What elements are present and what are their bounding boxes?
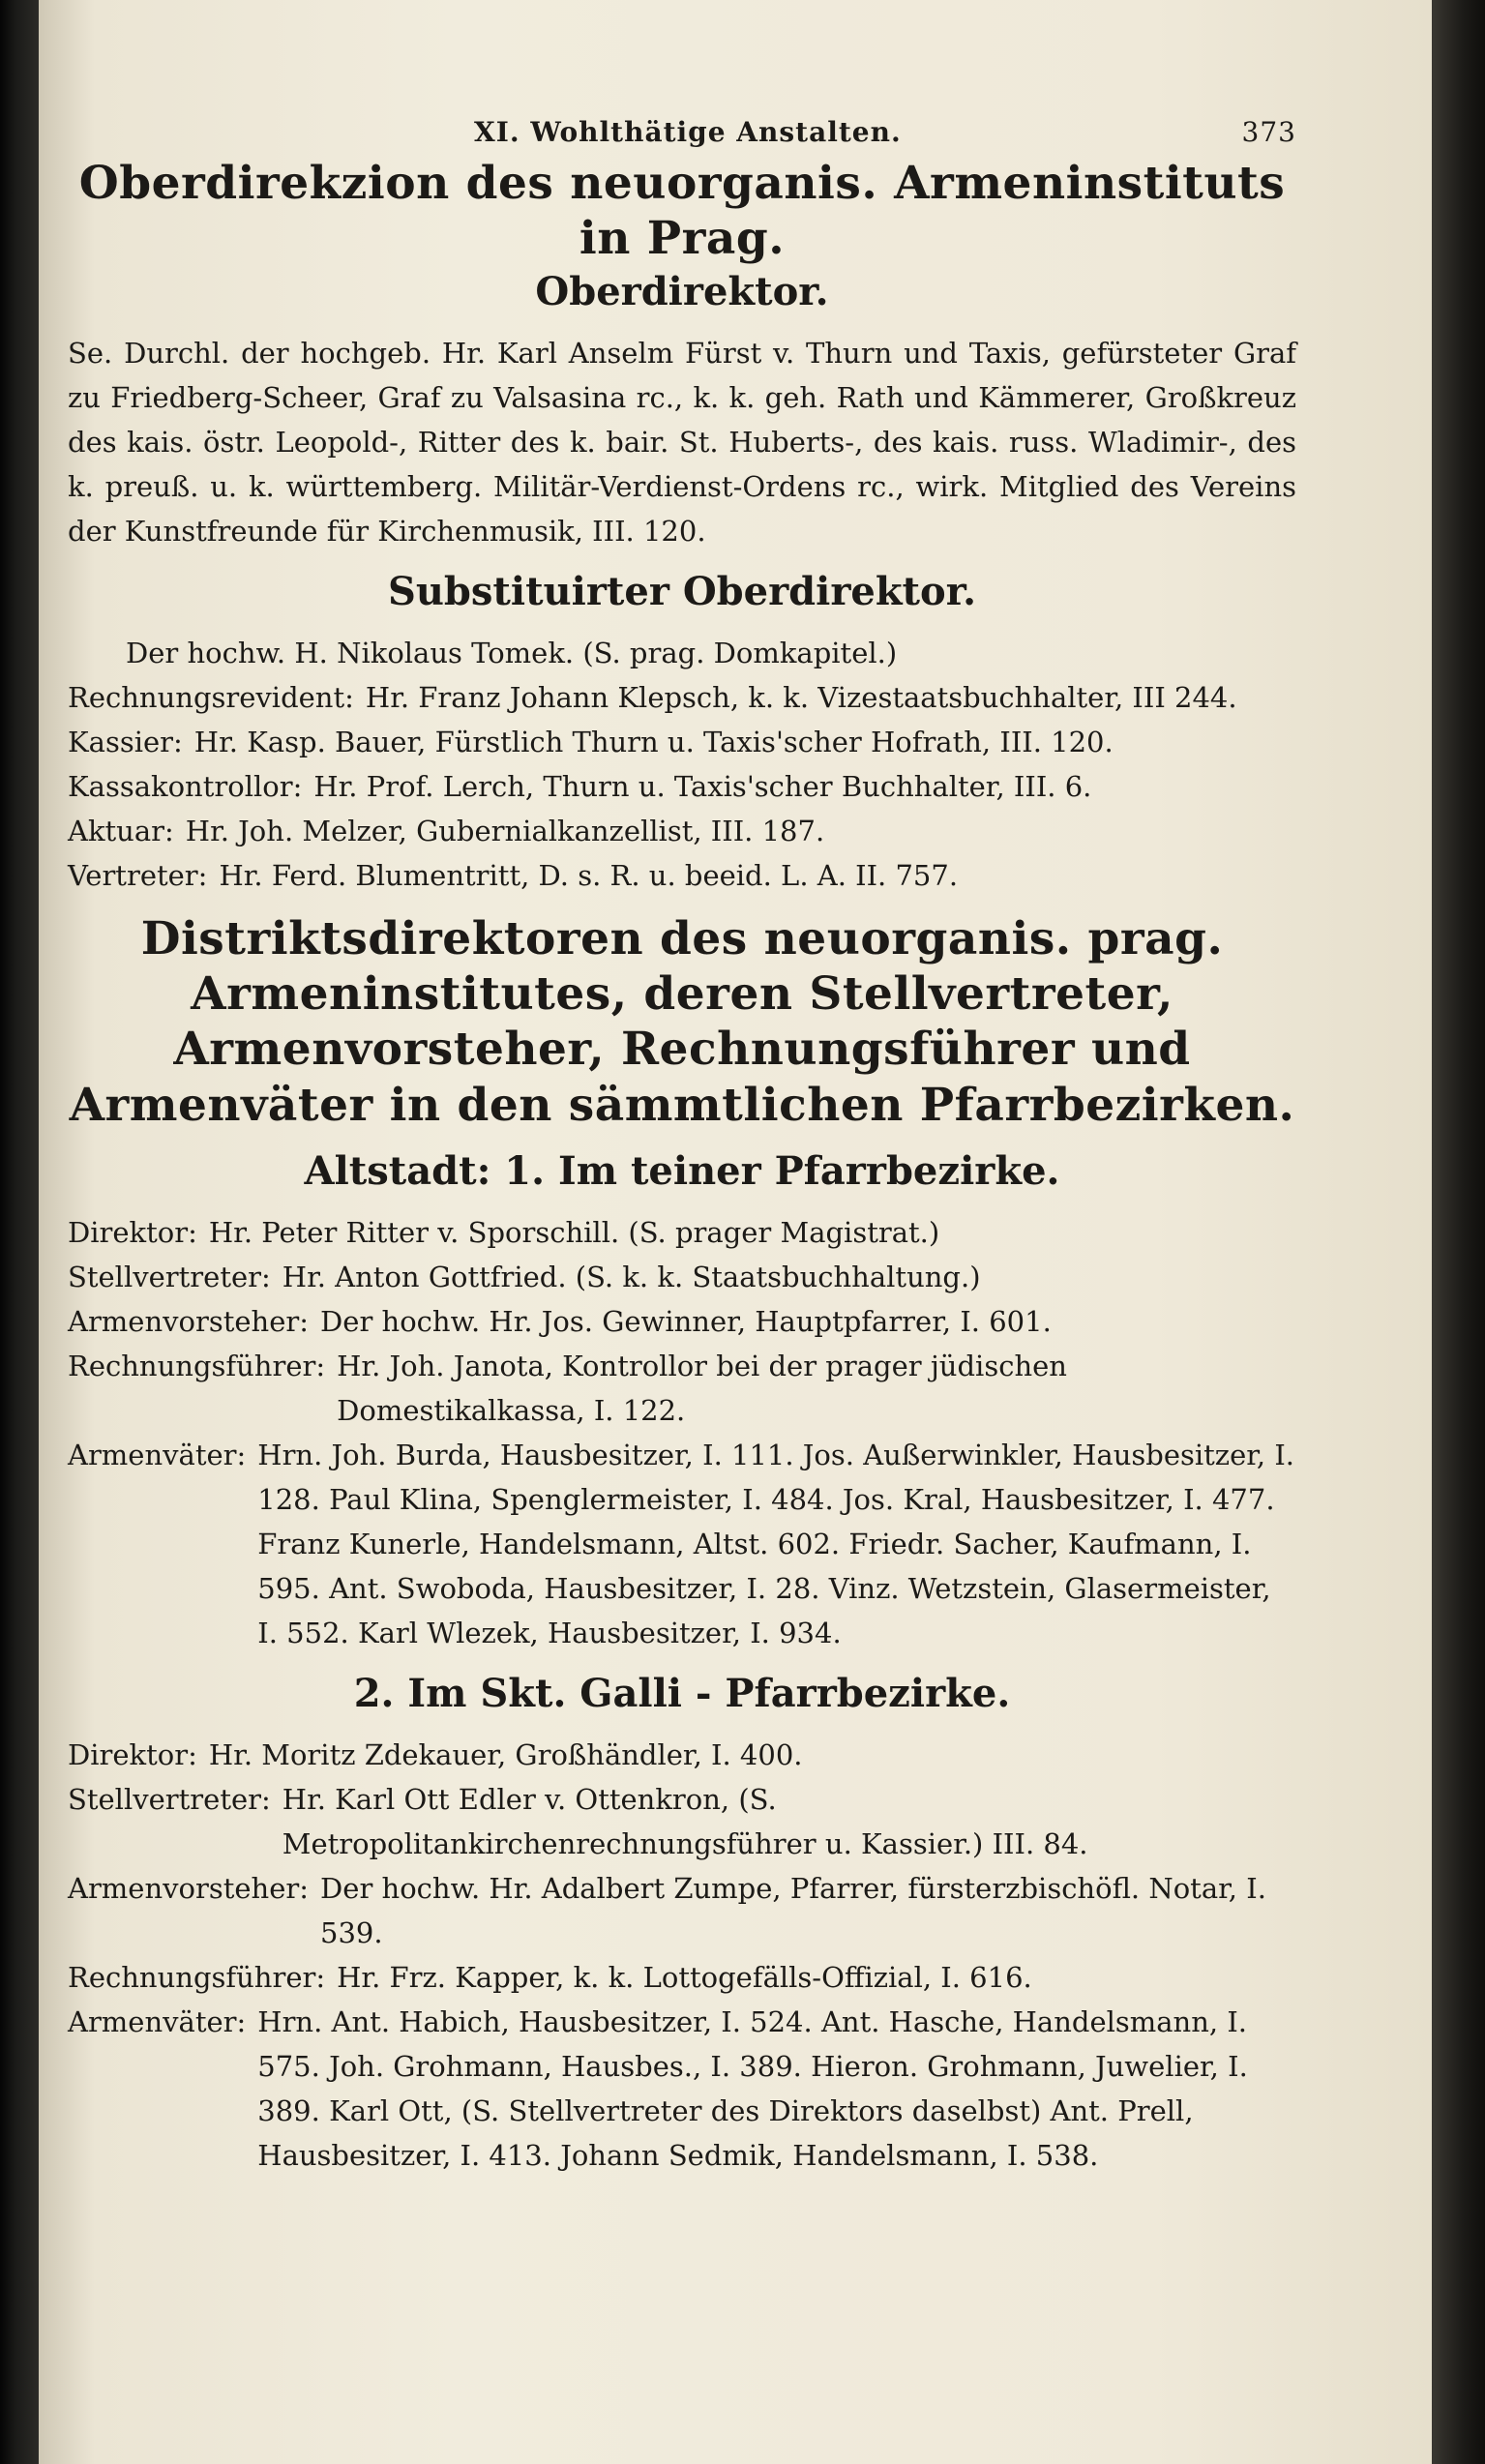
list-item: Stellvertreter: Hr. Anton Gottfried. (S. k. k. Staatsbuchhaltung.) [68,1260,981,1293]
oberdirektor-heading: Oberdirektor. [535,268,829,314]
running-title: XI. Wohlthätige Anstalten. [474,116,902,148]
list-item: Armenvorsteher: Der hochw. Hr. Adalbert Zumpe, Pfarrer, fürsterzbischöfl. Notar, I. 539. [68,1871,1266,1949]
list-item: Direktor: Hr. Moritz Zdekauer, Großhändler, I. 400. [68,1737,803,1771]
list-item: Armenvorsteher: Der hochw. Hr. Jos. Gewinner, Hauptpfarrer, I. 601. [68,1304,1052,1338]
oberdirektor-text: Se. Durchl. der hochgeb. Hr. Karl Anselm Fürst v. Thurn und Taxis, gefürsteter Graf zu Friedberg-Scheer, Graf zu Valsasina rc., k. k. geh. Rath und Kämmerer, Großkreuz des kais. östr. Leopold-, Ritter des k. bair. St. Huberts-, des kais. russ. Wladimir-, des k. preuß. u. k. württemberg. Militär-Verdienst-Ordens rc., wirk. Mitglied des Vereins der Kunstfreunde für Kirchenmusik, III. 120. [68,336,1296,548]
subst-heading: Substituirter Oberdirektor. [387,568,977,614]
list-item: Stellvertreter: Hr. Karl Ott Edler v. Ottenkron, (S. Metropolitankirchenrechnungsführer u. Kassier.) III. 84. [68,1782,1088,1860]
galli-list [68,1733,1296,2178]
officials-list [68,675,1296,898]
list-item: Kassakontrollor: Hr. Prof. Lerch, Thurn u. Taxis'scher Buchhalter, III. 6. [68,769,1092,803]
list-item: Aktuar: Hr. Joh. Melzer, Gubernialkanzellist, III. 187. [68,814,825,847]
oberdirektion-title: Oberdirekzion des neuorganis. Armeninstituts in Prag. [78,157,1286,266]
list-item: Rechnungsführer: Hr. Frz. Kapper, k. k. Lottogefälls-Offizial, I. 616. [68,1960,1032,1994]
altstadt-heading: Altstadt: 1. Im teiner Pfarrbezirke. [304,1147,1060,1194]
page-content [68,116,1296,2178]
teiner-list [68,1210,1296,1655]
running-head [68,116,1296,148]
list-item: Armenväter: Hrn. Ant. Habich, Hausbesitzer, I. 524. Ant. Hasche, Handelsmann, I. 575. Joh. Grohmann, Hausbes., I. 389. Hieron. Grohmann, Juwelier, I. 389. Karl Ott, (S. Stellvertreter des Direktors daselbst) Ant. Prell, Hausbesitzer, I. 413. Johann Sedmik, Handelsmann, I. 538. [68,2004,1248,2172]
distrikt-title: Distriktsdirektoren des neuorganis. prag. Armeninstitutes, deren Stellvertreter, Armenvorsteher, Rechnungsführer und Armenväter in den sämmtlichen Pfarrbezirken. [69,911,1295,1132]
list-item: Vertreter: Hr. Ferd. Blumentritt, D. s. R. u. beeid. L. A. II. 757. [68,858,959,892]
list-item: Rechnungsführer: Hr. Joh. Janota, Kontrollor bei der prager jüdischen Domestikalkassa, I. 122. [68,1349,1067,1427]
list-item: Armenväter: Hrn. Joh. Burda, Hausbesitzer, I. 111. Jos. Außerwinkler, Hausbesitzer, I. 128. Paul Klina, Spenglermeister, I. 484. Jos. Kral, Hausbesitzer, I. 477. Franz Kunerle, Handelsmann, Altst. 602. Friedr. Sacher, Kaufmann, I. 595. Ant. Swoboda, Hausbesitzer, I. 28. Vinz. Wetzstein, Glasermeister, I. 552. Karl Wlezek, Hausbesitzer, I. 934. [68,1438,1295,1649]
list-item: Kassier: Hr. Kasp. Bauer, Fürstlich Thurn u. Taxis'scher Hofrath, III. 120. [68,725,1114,758]
subst-text: Der hochw. H. Nikolaus Tomek. (S. prag. Domkapitel.) [126,636,898,669]
page-number: 373 [1241,116,1296,148]
list-item: Rechnungsrevident: Hr. Franz Johann Klepsch, k. k. Vizestaatsbuchhalter, III 244. [68,680,1237,714]
galli-heading: 2. Im Skt. Galli - Pfarrbezirke. [353,1670,1011,1716]
book-spine [0,0,39,2464]
page-edge [1432,0,1485,2464]
list-item: Direktor: Hr. Peter Ritter v. Sporschill. (S. prager Magistrat.) [68,1215,940,1249]
